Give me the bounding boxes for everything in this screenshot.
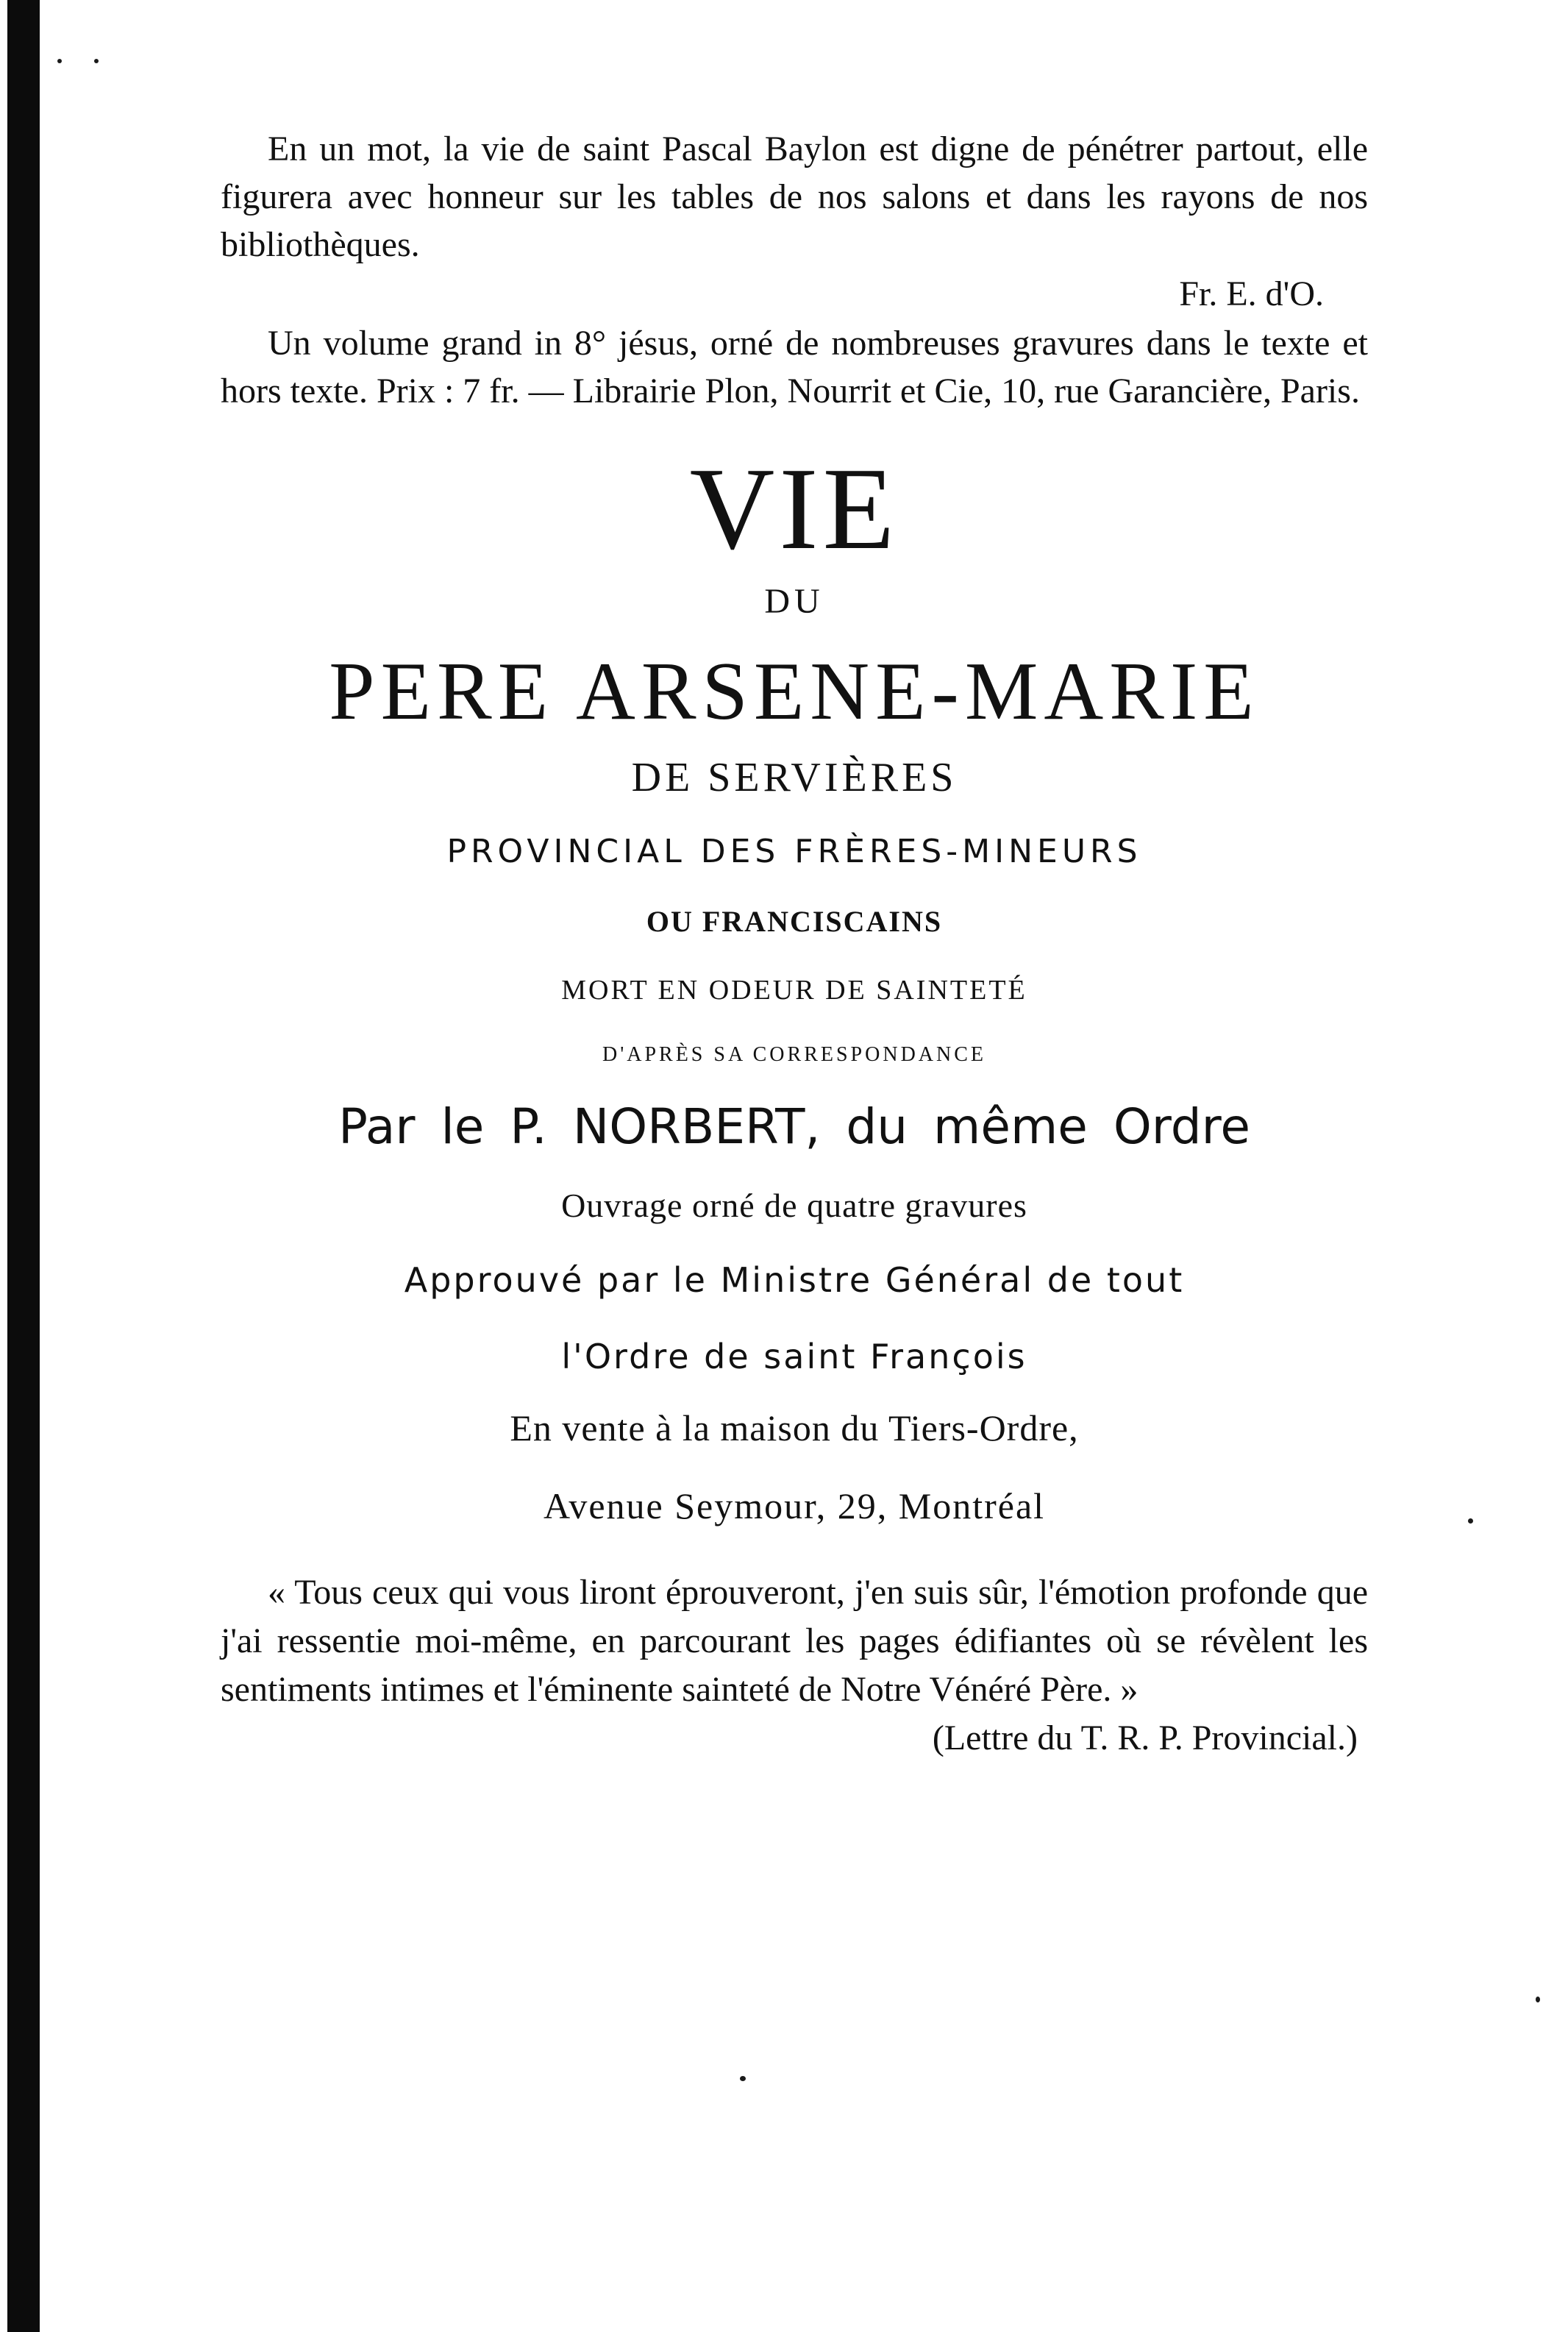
title-apres: D'APRÈS SA CORRESPONDANCE (602, 1043, 987, 1066)
quote-source: (Lettre du T. R. P. Provincial.) (932, 1718, 1358, 1757)
quote-text: « Tous ceux qui vous liront éprouveront, j'en suis sûr, l'émotion profonde que j'ai ressentie moi-même, en parcourant les pages édifiantes où se révèlent les sentiments intimes et l'éminente sainteté de Notre Vénéré Père. » (221, 1573, 1368, 1709)
intro-paragraph: En un mot, la vie de saint Pascal Baylon est digne de pénétrer partout, elle figurera avec honneur sur les tables de nos salons et dans les rayons de nos bibliothèques. (221, 129, 1368, 264)
title-franciscains: OU FRANCISCAINS (646, 905, 943, 938)
ordre-line: l'Ordre de saint François (561, 1337, 1027, 1376)
document-page (221, 125, 1368, 1763)
scan-speck (740, 2076, 746, 2081)
ouvrage-line: Ouvrage orné de quatre gravures (561, 1187, 1027, 1224)
publication-note: Un volume grand in 8° jésus, orné de nombreuses gravures dans le texte et hors texte. Prix : 7 fr. — Librairie Plon, Nourrit et Cie, 10, rue Garancière, Paris. (221, 324, 1368, 410)
title-mort: MORT EN ODEUR DE SAINTETÉ (561, 975, 1027, 1006)
scan-speck (57, 59, 62, 63)
address-line: Avenue Seymour, 29, Montréal (543, 1485, 1046, 1526)
vente-line: En vente à la maison du Tiers-Ordre, (510, 1407, 1079, 1448)
scan-speck (1536, 1997, 1540, 2002)
title-du: DU (764, 582, 824, 621)
scan-speck (94, 59, 99, 63)
author-line: Par le P. NORBERT, du même Ordre (338, 1098, 1250, 1155)
title-de-servieres: DE SERVIÈRES (631, 755, 958, 800)
approuve-line: Approuvé par le Ministre Général de tout (404, 1260, 1185, 1300)
title-name: PERE ARSENE-MARIE (329, 646, 1260, 737)
scan-speck (1468, 1518, 1473, 1524)
title-provincial: PROVINCIAL DES FRÈRES-MINEURS (446, 833, 1142, 870)
signature: Fr. E. d'O. (1179, 274, 1324, 313)
title-vie: VIE (689, 443, 899, 574)
scan-edge-bar (7, 0, 40, 2332)
